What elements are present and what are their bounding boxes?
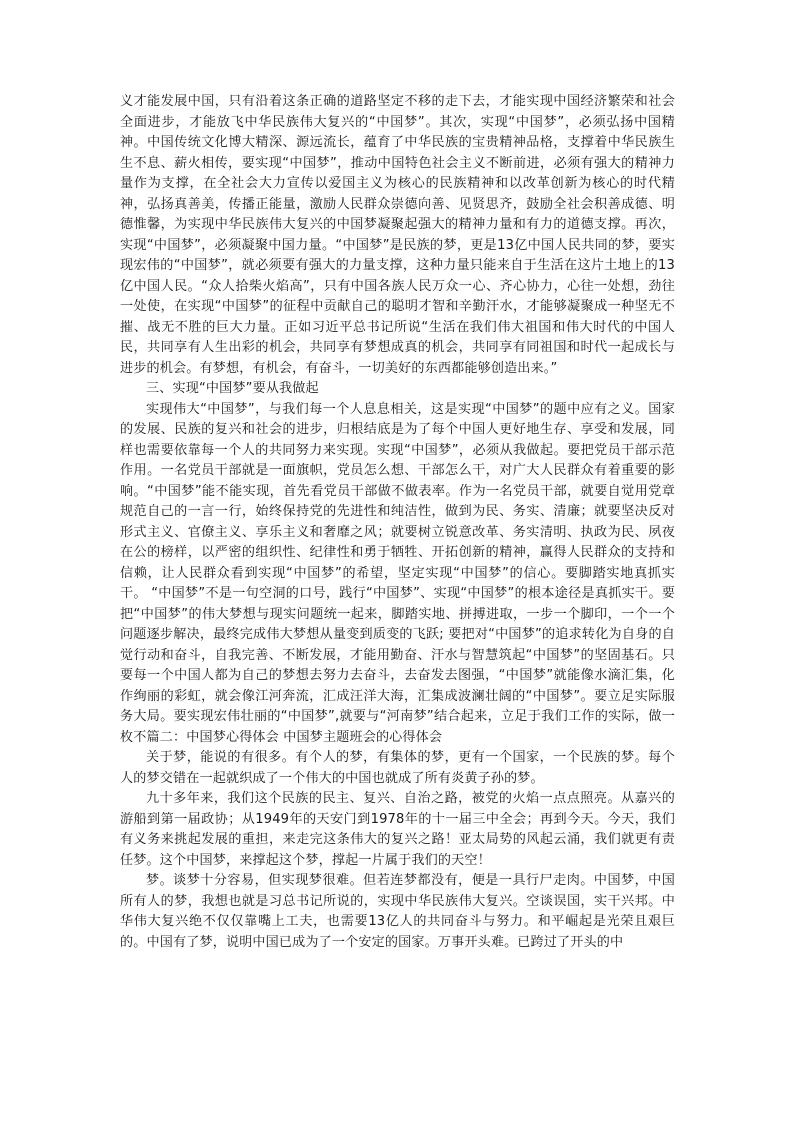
document-body xyxy=(120,92,675,953)
paragraph-ninety-years: 九十多年来，我们这个民族的民主、复兴、自治之路，被党的火焰一点点照亮。从嘉兴的游船到第一届政协；从1949年的天安门到1978年的十一届三中全会；再到今天。今天，我们有义务来挑起发展的重担，来走完这条伟大的复兴之路！亚太局势的风起云涌，我们就更有责任梦。这个中国梦，来撑起这个梦，撑起一片属于我们的天空！ xyxy=(120,791,675,868)
paragraph-china-spirit: 义才能发展中国，只有沿着这条正确的道路坚定不移的走下去，才能实现中国经济繁荣和社会全面进步，才能放飞中华民族伟大复兴的“中国梦”。其次，实现“中国梦”，必须弘扬中国精神。中国传统文化博大精深、源远流长，蕴育了中华民族的宝贵精神品格，支撑着中华民族生生不息、薪火相传，要实现“中国梦”，推动中国特色社会主义不断前进，必须有强大的精神力量作为支撑，在全社会大力宣传以爱国主义为核心的民族精神和以改革创新为核心的时代精神，弘扬真善美，传播正能量，激励人民群众崇德向善、见贤思齐，鼓励全社会积善成德、明德惟馨，为实现中华民族伟大复兴的中国梦凝聚起强大的精神力量和有力的道德支撑。再次，实现“中国梦”，必须凝聚中国力量。“中国梦”是民族的梦，更是13亿中国人民共同的梦，要实现宏伟的“中国梦”，就必须要有强大的力量支撑，这种力量只能来自于生活在这片土地上的13亿中国人民。“众人拾柴火焰高”，只有中国各族人民万众一心、齐心协力，心往一处想，劲往一处使，在实现“中国梦”的征程中贡献自己的聪明才智和辛勤汗水，才能够凝聚成一种坚无不摧、战无不胜的巨大力量。正如习近平总书记所说“生活在我们伟大祖国和伟大时代的中国人民，共同享有人生出彩的机会，共同享有梦想成真的机会，共同享有同祖国和时代一起成长与进步的机会。有梦想，有机会，有奋斗，一切美好的东西都能够创造出来。” xyxy=(120,94,675,376)
paragraph-about-dreams: 关于梦，能说的有很多。有个人的梦，有集体的梦，更有一个国家，一个民族的梦。每个人的梦交错在一起就织成了一个伟大的中国也就成了所有炎黄子孙的梦。 xyxy=(120,750,675,786)
paragraph-start-from-me: 实现伟大“中国梦”，与我们每一个人息息相关，这是实现“中国梦”的题中应有之义。国家的发展、民族的复兴和社会的进步，归根结底是为了每个中国人更好地生存、享受和发展，同样也需要依靠每一个人的共同努力来实现。实现“中国梦”，必须从我做起。要把党员干部示范作用。一名党员干部就是一面旗帜，党员怎么想、干部怎么干，对广大人民群众有着重要的影响。“中国梦”能不能实现，首先看党员干部做不做表率。作为一名党员干部，就要自觉用党章规范自己的一言一行，始终保持党的先进性和纯洁性，做到为民、务实、清廉；就要坚决反对形式主义、官僚主义、享乐主义和奢靡之风；就要树立锐意改革、务实清明、执政为民、夙夜在公的榜样，以严密的组织性、纪律性和勇于牺牲、开拓创新的精神，赢得人民群众的支持和信赖，让人民群众看到实现“中国梦”的希望，坚定实现“中国梦”的信心。要脚踏实地真抓实干。 “中国梦”不是一句空洞的口号，践行“中国梦”、实现“中国梦”的根本途径是真抓实干。要把“中国梦”的伟大梦想与现实问题统一起来，脚踏实地、拼搏进取，一步一个脚印，一个一个问题逐步解决，最终完成伟大梦想从量变到质变的飞跃; 要把对“中国梦”的追求转化为自身的自觉行动和奋斗，自我完善、不断发展，才能用勤奋、汗水与智慧筑起“中国梦”的坚固基石。只要每一个中国人都为自己的梦想去努力去奋斗，去奋发去图强，“中国梦”就能像水滴汇集，化作绚丽的彩虹，就会像江河奔流，汇成汪洋大海，汇集成波澜壮阔的“中国梦”。要立足实际服务大局。要实现宏伟壮丽的“中国梦”,就要与“河南梦”结合起来，立足于我们工作的实际，做一枚不篇二：中国梦心得体会 中国梦主题班会的心得体会 xyxy=(120,401,675,745)
section-heading-start-from-me: 三、实现“中国梦”要从我做起 xyxy=(146,381,319,396)
paragraph-dream-reality: 梦。谈梦十分容易，但实现梦很难。但若连梦都没有，便是一具行尸走肉。中国梦，中国所有人的梦，我想也就是习总书记所说的，实现中华民族伟大复兴。空谈误国，实干兴邦。中华伟大复兴绝不仅仅靠嘴上工夫，也需要13亿人的共同奋斗与努力。和平崛起是光荣且艰巨的。中国有了梦，说明中国已成为了一个安定的国家。万事开头难。已跨过了开头的中 xyxy=(120,873,675,950)
